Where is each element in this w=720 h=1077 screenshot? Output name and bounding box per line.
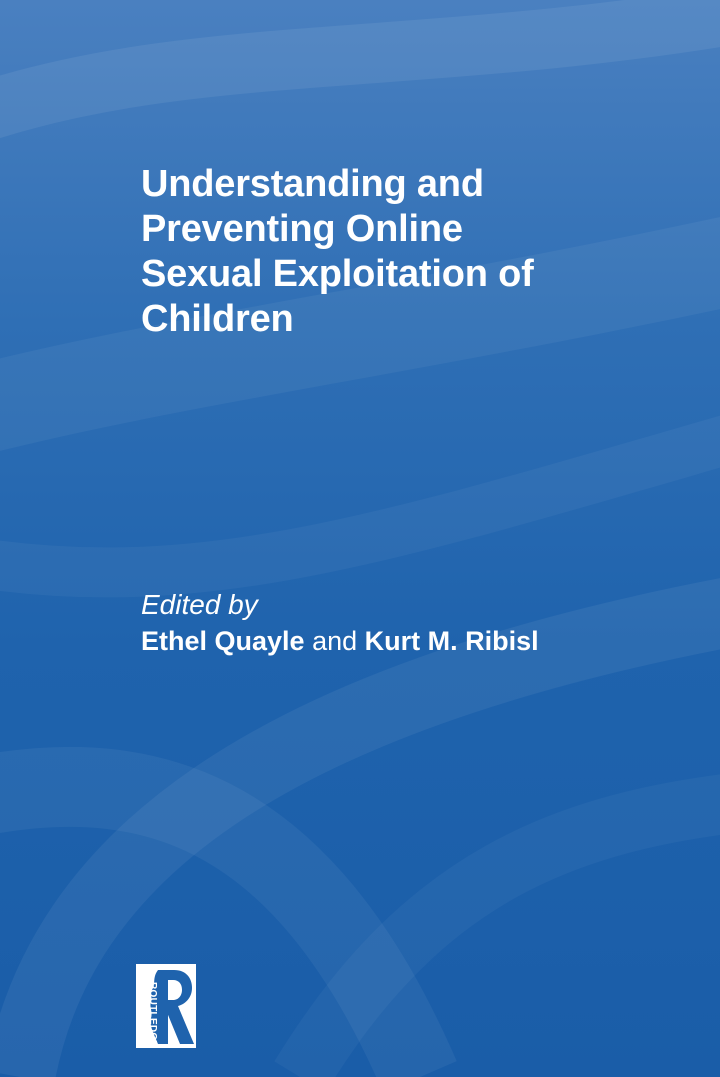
editor-name: Ethel Quayle <box>141 626 305 656</box>
book-title-line: Sexual Exploitation of <box>141 253 534 295</box>
editors-line <box>141 625 539 657</box>
book-title <box>141 162 661 342</box>
editor-conjunction: and <box>312 626 358 656</box>
editor-name: Kurt M. Ribisl <box>364 626 539 656</box>
book-title-line: Preventing Online <box>141 208 463 250</box>
book-title-line: Understanding and <box>141 163 484 205</box>
edited-by-label: Edited by <box>141 589 258 620</box>
book-title-line: Children <box>141 298 294 340</box>
publisher-name: ROUTLEDGE <box>147 982 158 1048</box>
